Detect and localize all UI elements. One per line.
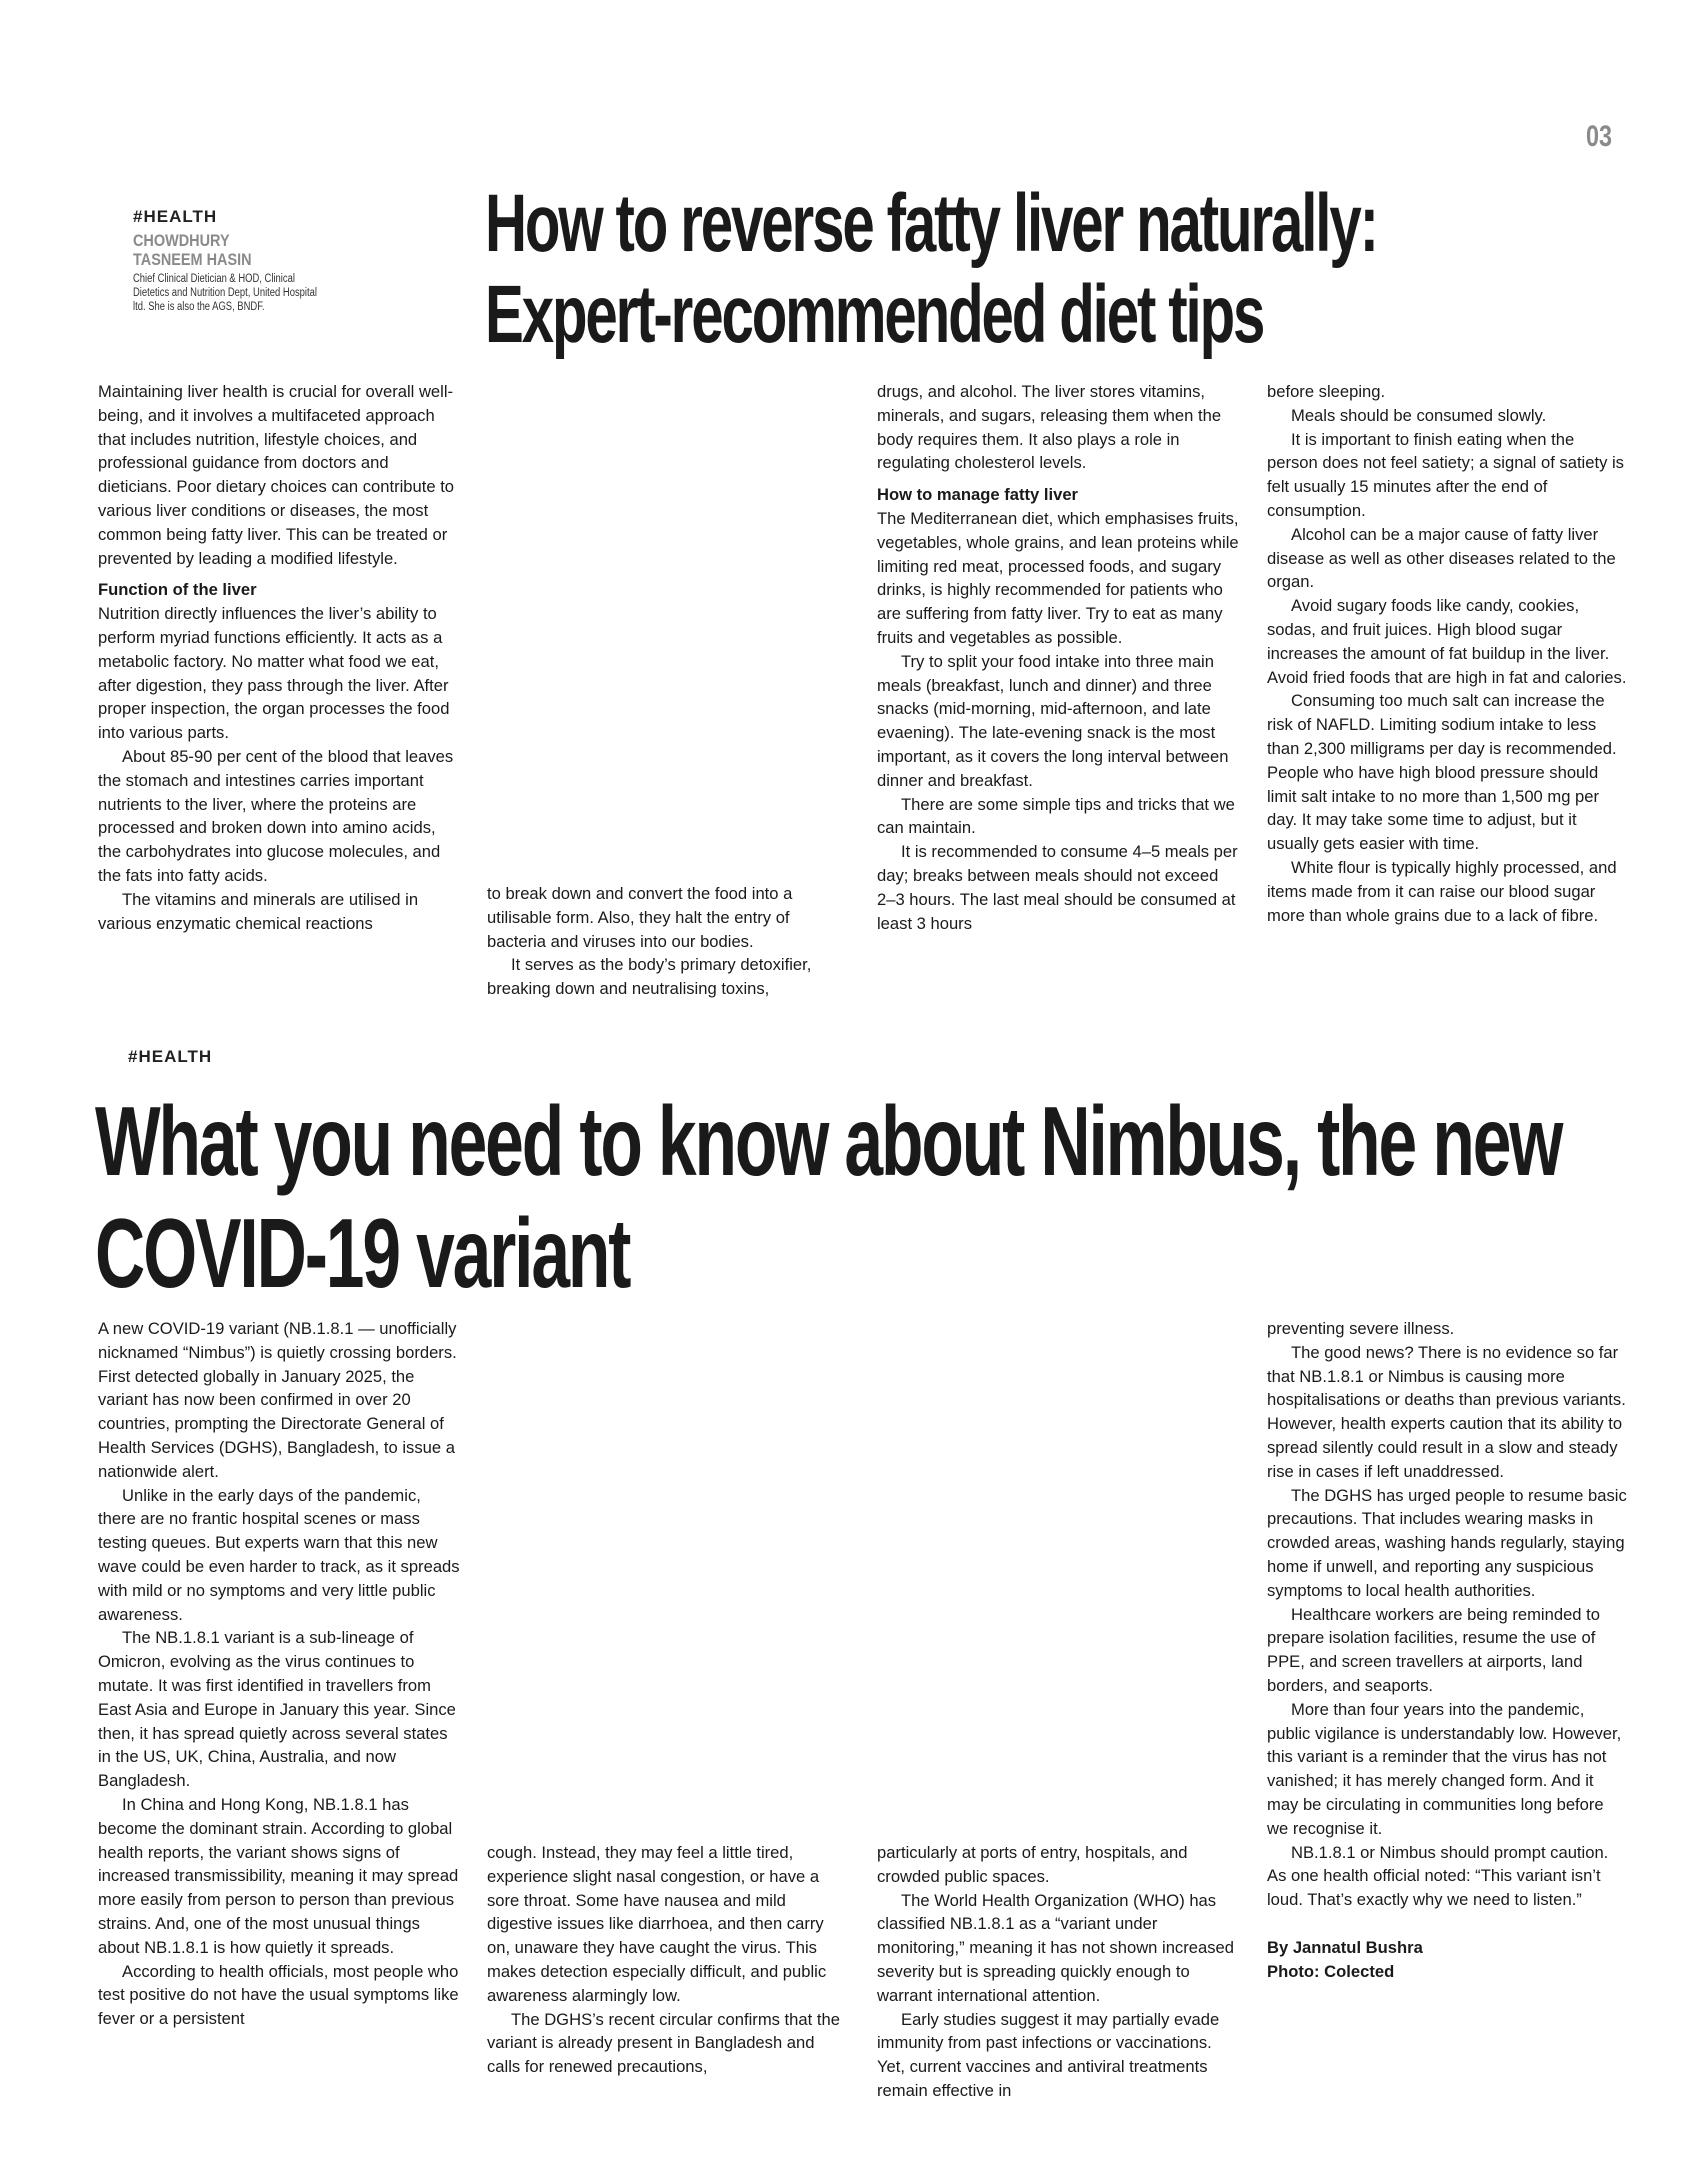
article2-column-2 xyxy=(487,1841,849,2079)
author-credit: By Jannatul Bushra xyxy=(1267,1937,1423,1957)
page-number: 03 xyxy=(1585,120,1612,153)
paragraph: Unlike in the early days of the pandemic, there are no frantic hospital scenes or mass testing queues. But experts warn that this new wave could be even harder to track, as it spreads with mild or no symptoms and very little public awareness. xyxy=(98,1485,460,1624)
paragraph: It is recommended to consume 4–5 meals per day; breaks between meals should not exceed 2–3 hours. The last meal should be consumed at least 3 hours xyxy=(877,842,1238,933)
paragraph: NB.1.8.1 or Nimbus should prompt caution. As one health official noted: “This variant isn’t loud. That’s exactly why we need to listen.” xyxy=(1267,1842,1609,1910)
paragraph: Try to split your food intake into three main meals (breakfast, lunch and dinner) and three snacks (mid-morning, mid-afternoon, and late evaening). The late-evening snack is the most important, as it covers the long interval between dinner and breakfast. xyxy=(877,651,1229,790)
paragraph: Alcohol can be a major cause of fatty liver disease as well as other diseases related to the organ. xyxy=(1267,524,1616,592)
paragraph: drugs, and alcohol. The liver stores vitamins, minerals, and sugars, releasing them when the body requires them. It also plays a role in regulating cholesterol levels. xyxy=(877,382,1222,473)
paragraph: Early studies suggest it may partially evade immunity from past infections or vaccinations. Yet, current vaccines and antiviral treatments remain effective in xyxy=(877,2009,1220,2100)
article1-column-4 xyxy=(1267,380,1629,927)
article2-headline-line1: What you need to know about Nimbus, the new xyxy=(95,1086,1562,1196)
paragraph: The World Health Organization (WHO) has classified NB.1.8.1 as a “variant under monitoring,” meaning it has not shown increased severity but is spreading quickly enough to warrant international attention. xyxy=(877,1890,1234,2005)
paragraph: White flour is typically highly processed, and items made from it can raise our blood sugar more than whole grains due to a lack of fibre. xyxy=(1267,857,1617,925)
paragraph: particularly at ports of entry, hospitals, and crowded public spaces. xyxy=(877,1843,1188,1886)
paragraph: cough. Instead, they may feel a little tired, experience slight nasal congestion, or have a sore throat. Some have nausea and mild digestive issues like diarrhoea, and then carry on, unaware they have caught the virus. This makes detection especially difficult, and public awareness alarmingly low. xyxy=(487,1843,827,2005)
photo-credit: Photo: Colected xyxy=(1267,1961,1395,1981)
article2-column-1 xyxy=(98,1317,460,2031)
article2-headline xyxy=(95,1085,1586,1309)
article1-column-2 xyxy=(487,882,849,1001)
author-name-line1: CHOWDHURY xyxy=(133,231,230,250)
article1-headline-line1: How to reverse fatty liver naturally: xyxy=(485,178,1377,269)
paragraph: preventing severe illness. xyxy=(1267,1319,1455,1338)
paragraph: Avoid sugary foods like candy, cookies, sodas, and fruit juices. High blood sugar increases the amount of fat buildup in the liver. Avoid fried foods that are high in fat and calories. xyxy=(1267,596,1627,687)
paragraph: The DGHS has urged people to resume basic precautions. That includes wearing masks in crowded areas, washing hands regularly, staying home if unwell, and reporting any suspicious symptoms to local health authorities. xyxy=(1267,1485,1627,1600)
article2-column-4 xyxy=(1267,1317,1629,1984)
paragraph: Maintaining liver health is crucial for overall well-being, and it involves a multifaceted approach that includes nutrition, lifestyle choices, and professional guidance from doctors and dieticians. Poor dietary choices can contribute to various liver conditions or diseases, the most common being fatty liver. This can be treated or prevented by leading a modified lifestyle. xyxy=(98,382,455,568)
paragraph: The good news? There is no evidence so far that NB.1.8.1 or Nimbus is causing more hospitalisations or deaths than previous variants. However, health experts caution that its ability to spread silently could result in a slow and steady rise in cases if left unaddressed. xyxy=(1267,1342,1626,1481)
article2-headline-line2: COVID-19 variant xyxy=(95,1198,630,1308)
paragraph: to break down and convert the food into a utilisable form. Also, they halt the entry of bacteria and viruses into our bodies. xyxy=(487,884,793,951)
paragraph: A new COVID-19 variant (NB.1.8.1 — unofficially nicknamed “Nimbus”) is quietly crossing borders. First detected globally in January 2025, the variant has now been confirmed in over 20 countries, prompting the Directorate General of Health Services (DGHS), Bangladesh, to issue a nationwide alert. xyxy=(98,1319,457,1481)
article2-column-3 xyxy=(877,1841,1239,2103)
paragraph: before sleeping. xyxy=(1267,382,1386,401)
paragraph: The NB.1.8.1 variant is a sub-lineage of Omicron, evolving as the virus continues to mutate. It was first identified in travellers from East Asia and Europe in January this year. Since then, it has spread quietly across several states in the US, UK, China, Australia, and now Bangladesh. xyxy=(98,1628,456,1791)
paragraph: It is important to finish eating when the person does not feel satiety; a signal of satiety is felt usually 15 minutes after the end of consumption. xyxy=(1267,429,1624,520)
paragraph: Meals should be consumed slowly. xyxy=(1291,405,1547,425)
author-bio: Chief Clinical Dietician & HOD, Clinical Dietetics and Nutrition Dept, United Hospital ltd. She is also the AGS, BNDF. xyxy=(133,273,317,313)
article1-headline-line2: Expert-recommended diet tips xyxy=(485,269,1264,360)
paragraph: Consuming too much salt can increase the risk of NAFLD. Limiting sodium intake to less than 2,300 milligrams per day is recommended. People who have high blood pressure should limit salt intake to no more than 1,500 mg per day. It may take some time to adjust, but it usually gets easier with time. xyxy=(1267,691,1617,854)
paragraph: The vitamins and minerals are utilised in various enzymatic chemical reactions xyxy=(98,889,419,933)
article1-headline xyxy=(485,178,1408,360)
paragraph: According to health officials, most people who test positive do not have the usual symptoms like fever or a persistent xyxy=(98,1961,459,2029)
paragraph: The Mediterranean diet, which emphasises fruits, vegetables, whole grains, and lean proteins while limiting red meat, processed foods, and sugary drinks, is highly recommended for patients who are suffering from fatty liver. Try to eat as many fruits and vegetables as possible. xyxy=(877,508,1239,647)
article1-column-1 xyxy=(98,380,460,935)
paragraph: The DGHS’s recent circular confirms that the variant is already present in Bangladesh and calls for renewed precautions, xyxy=(487,2009,840,2077)
author-name xyxy=(133,231,320,269)
paragraph: Healthcare workers are being reminded to prepare isolation facilities, resume the use of PPE, and screen travellers at airports, land borders, and seaports. xyxy=(1267,1604,1600,1695)
paragraph: There are some simple tips and tricks that we can maintain. xyxy=(877,794,1235,838)
paragraph: Nutrition directly influences the liver’s ability to perform myriad functions efficiently. It acts as a metabolic factory. No matter what food we eat, after digestion, they pass through the liver. After proper inspection, the organ processes the food into various parts. xyxy=(98,604,450,743)
paragraph: About 85-90 per cent of the blood that leaves the stomach and intestines carries important nutrients to the liver, where the proteins are processed and broken down into amino acids, the carbohydrates into glucose molecules, and the fats into fatty acids. xyxy=(98,746,454,885)
subheading-manage-fatty-liver: How to manage fatty liver xyxy=(877,485,1079,505)
subheading-function-of-liver: Function of the liver xyxy=(98,580,257,600)
article1-tag: #HEALTH xyxy=(133,207,218,226)
paragraph: It serves as the body’s primary detoxifier, breaking down and neutralising toxins, xyxy=(487,955,812,999)
article2-tag: #HEALTH xyxy=(128,1047,213,1066)
article1-column-3 xyxy=(877,380,1239,935)
paragraph: In China and Hong Kong, NB.1.8.1 has become the dominant strain. According to global health reports, the variant shows signs of increased transmissibility, meaning it may spread more easily from person to person than previous strains. And, one of the most unusual things about NB.1.8.1 is how quietly it spreads. xyxy=(98,1794,459,1957)
paragraph: More than four years into the pandemic, public vigilance is understandably low. However, this variant is a reminder that the virus has not vanished; it has merely changed form. And it may be circulating in communities long before we recognise it. xyxy=(1267,1699,1622,1838)
author-name-line2: TASNEEM HASIN xyxy=(133,250,252,269)
